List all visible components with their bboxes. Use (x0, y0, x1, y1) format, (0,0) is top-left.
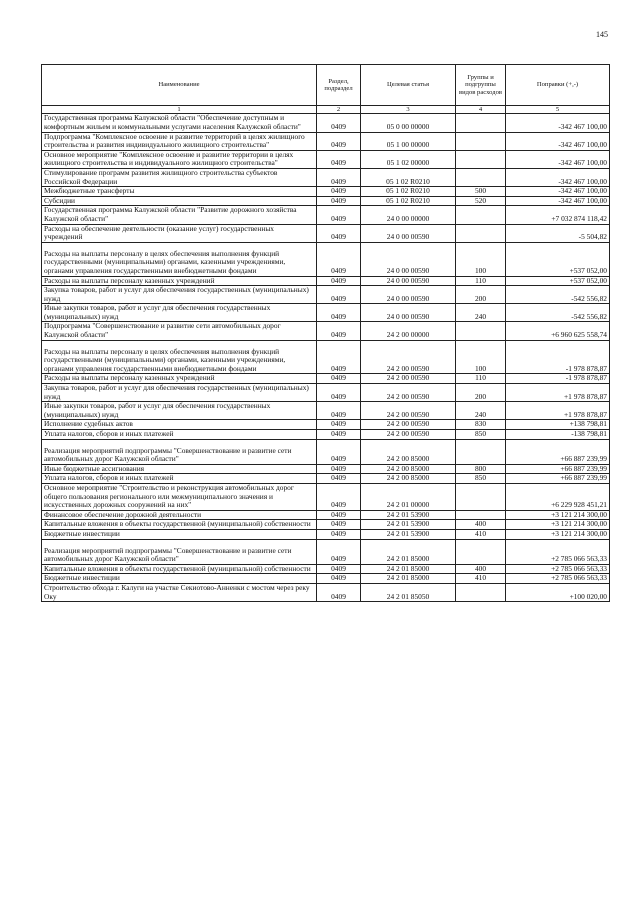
row-section: 0409 (317, 510, 361, 520)
row-target-code: 24 0 00 00590 (361, 286, 456, 304)
row-name: Основное мероприятие "Комплексное освоение и развитие территории в целях жилищного строительства и индивидуального жилищного строительства" (42, 150, 317, 168)
table-row (42, 384, 610, 402)
column-number: 4 (456, 106, 506, 114)
row-target-code: 24 2 00 00590 (361, 374, 456, 384)
header-group: Группы и подгруппы видов расходов (456, 65, 506, 106)
row-target-code: 24 2 01 53900 (361, 520, 456, 530)
row-expense-group: 850 (456, 474, 506, 484)
row-amount: +2 785 066 563,33 (506, 539, 610, 564)
row-expense-group: 410 (456, 529, 506, 539)
column-number: 5 (506, 106, 610, 114)
header-amount: Поправки (+,-) (506, 65, 610, 106)
row-expense-group: 240 (456, 402, 506, 420)
row-name: Иные закупки товаров, работ и услуг для обеспечения государственных (муниципальных) нужд (42, 304, 317, 322)
row-name: Субсидии (42, 196, 317, 206)
row-section: 0409 (317, 206, 361, 224)
table-row (42, 430, 610, 440)
table-row (42, 206, 610, 224)
column-number: 1 (42, 106, 317, 114)
row-expense-group (456, 206, 506, 224)
row-target-code: 24 0 00 00590 (361, 304, 456, 322)
table-row (42, 114, 610, 132)
table-row (42, 564, 610, 574)
table-row (42, 539, 610, 564)
column-number: 3 (361, 106, 456, 114)
row-amount: +537 052,00 (506, 276, 610, 286)
row-expense-group: 520 (456, 196, 506, 206)
row-target-code: 24 2 00 00590 (361, 340, 456, 374)
table-row (42, 187, 610, 197)
row-name: Иные закупки товаров, работ и услуг для обеспечения государственных (муниципальных) нужд (42, 402, 317, 420)
row-amount: -342 467 100,00 (506, 196, 610, 206)
row-target-code: 24 2 01 53900 (361, 510, 456, 520)
table-row (42, 242, 610, 276)
row-name: Подпрограмма "Совершенствование и развитие сети автомобильных дорог Калужской области" (42, 322, 317, 340)
row-section: 0409 (317, 464, 361, 474)
row-expense-group (456, 132, 506, 150)
row-target-code: 05 1 02 00000 (361, 150, 456, 168)
row-section: 0409 (317, 402, 361, 420)
row-target-code: 24 0 00 00000 (361, 206, 456, 224)
header-target: Целевая статья (361, 65, 456, 106)
row-target-code: 05 1 02 R0210 (361, 187, 456, 197)
row-expense-group: 200 (456, 384, 506, 402)
row-target-code: 24 0 00 00590 (361, 242, 456, 276)
row-section: 0409 (317, 374, 361, 384)
row-name: Стимулирование программ развития жилищного строительства субъектов Российской Федерации (42, 168, 317, 186)
page-number: 145 (596, 30, 608, 39)
row-section: 0409 (317, 114, 361, 132)
row-name: Иные бюджетные ассигнования (42, 464, 317, 474)
row-amount: -542 556,82 (506, 304, 610, 322)
table-row (42, 402, 610, 420)
row-expense-group: 100 (456, 242, 506, 276)
table-row (42, 439, 610, 464)
row-target-code: 24 2 01 85000 (361, 564, 456, 574)
row-name: Бюджетные инвестиции (42, 529, 317, 539)
table-row (42, 168, 610, 186)
row-expense-group: 400 (456, 564, 506, 574)
row-name: Расходы на выплаты персоналу казенных учреждений (42, 374, 317, 384)
row-section: 0409 (317, 520, 361, 530)
row-section: 0409 (317, 583, 361, 601)
row-section: 0409 (317, 276, 361, 286)
row-name: Реализация мероприятий подпрограммы "Совершенствование и развитие сети автомобильных дорог Калужской области" (42, 539, 317, 564)
row-target-code: 24 2 01 85000 (361, 539, 456, 564)
row-target-code: 24 0 00 00590 (361, 276, 456, 286)
row-expense-group (456, 583, 506, 601)
row-amount: -138 798,81 (506, 430, 610, 440)
row-target-code: 05 1 00 00000 (361, 132, 456, 150)
table-row (42, 150, 610, 168)
row-section: 0409 (317, 340, 361, 374)
row-amount: -342 467 100,00 (506, 168, 610, 186)
row-amount: -342 467 100,00 (506, 187, 610, 197)
row-name: Закупка товаров, работ и услуг для обеспечения государственных (муниципальных) нужд (42, 384, 317, 402)
row-amount: +66 887 239,99 (506, 439, 610, 464)
row-name: Уплата налогов, сборов и иных платежей (42, 474, 317, 484)
row-target-code: 24 2 00 00590 (361, 430, 456, 440)
table-row (42, 574, 610, 584)
table-row (42, 583, 610, 601)
row-expense-group: 410 (456, 574, 506, 584)
row-expense-group (456, 168, 506, 186)
row-expense-group (456, 483, 506, 510)
row-section: 0409 (317, 150, 361, 168)
row-section: 0409 (317, 384, 361, 402)
table-row (42, 224, 610, 242)
row-name: Расходы на обеспечение деятельности (оказание услуг) государственных учреждений (42, 224, 317, 242)
row-target-code: 24 0 00 00590 (361, 224, 456, 242)
row-name: Государственная программа Калужской области "Обеспечение доступным и комфортным жильем и коммунальными услугами населения Калужской области" (42, 114, 317, 132)
table-row (42, 286, 610, 304)
row-amount: +138 798,81 (506, 420, 610, 430)
row-expense-group: 850 (456, 430, 506, 440)
row-expense-group: 400 (456, 520, 506, 530)
row-amount: +66 887 239,99 (506, 474, 610, 484)
row-amount: +1 978 878,87 (506, 384, 610, 402)
row-amount: +7 032 874 118,42 (506, 206, 610, 224)
table-row (42, 340, 610, 374)
row-name: Финансовое обеспечение дорожной деятельности (42, 510, 317, 520)
row-expense-group: 100 (456, 340, 506, 374)
row-expense-group: 240 (456, 304, 506, 322)
row-name: Уплата налогов, сборов и иных платежей (42, 430, 317, 440)
row-section: 0409 (317, 483, 361, 510)
row-name: Основное мероприятие "Строительство и реконструкция автомобильных дорог общего пользования регионального или межмуниципального значения и искусственных дорожных сооружений на них" (42, 483, 317, 510)
row-name: Капитальные вложения в объекты государственной (муниципальной) собственности (42, 520, 317, 530)
row-target-code: 05 0 00 00000 (361, 114, 456, 132)
row-section: 0409 (317, 196, 361, 206)
row-name: Исполнение судебных актов (42, 420, 317, 430)
row-section: 0409 (317, 242, 361, 276)
row-amount: +3 121 214 300,00 (506, 520, 610, 530)
row-amount: -342 467 100,00 (506, 132, 610, 150)
row-amount: -342 467 100,00 (506, 114, 610, 132)
row-section: 0409 (317, 187, 361, 197)
row-section: 0409 (317, 439, 361, 464)
table-header-row (42, 65, 610, 106)
row-expense-group: 800 (456, 464, 506, 474)
table-row (42, 322, 610, 340)
row-expense-group: 110 (456, 276, 506, 286)
row-name: Межбюджетные трансферты (42, 187, 317, 197)
row-section: 0409 (317, 304, 361, 322)
row-expense-group (456, 539, 506, 564)
row-target-code: 24 2 01 53900 (361, 529, 456, 539)
row-section: 0409 (317, 224, 361, 242)
row-target-code: 24 2 00 00000 (361, 322, 456, 340)
row-amount: -5 504,82 (506, 224, 610, 242)
row-amount: -342 467 100,00 (506, 150, 610, 168)
row-target-code: 24 2 00 00590 (361, 384, 456, 402)
row-target-code: 24 2 01 00000 (361, 483, 456, 510)
row-amount: +100 020,00 (506, 583, 610, 601)
row-amount: +66 887 239,99 (506, 464, 610, 474)
row-section: 0409 (317, 286, 361, 304)
row-target-code: 24 2 00 85000 (361, 474, 456, 484)
row-name: Капитальные вложения в объекты государственной (муниципальной) собственности (42, 564, 317, 574)
row-amount: +3 121 214 300,00 (506, 529, 610, 539)
row-amount: +2 785 066 563,33 (506, 564, 610, 574)
table-row (42, 529, 610, 539)
row-amount: -1 978 878,87 (506, 340, 610, 374)
row-section: 0409 (317, 474, 361, 484)
row-section: 0409 (317, 132, 361, 150)
header-name: Наименование (42, 65, 317, 106)
row-section: 0409 (317, 430, 361, 440)
row-section: 0409 (317, 420, 361, 430)
row-name: Бюджетные инвестиции (42, 574, 317, 584)
row-section: 0409 (317, 529, 361, 539)
row-name: Строительство обхода г. Калуги на участке Секиотово-Анненки с мостом через реку Оку (42, 583, 317, 601)
row-target-code: 24 2 00 00590 (361, 420, 456, 430)
row-section: 0409 (317, 168, 361, 186)
row-amount: -1 978 878,87 (506, 374, 610, 384)
row-expense-group (456, 114, 506, 132)
table-body (42, 114, 610, 602)
row-amount: +6 960 625 558,74 (506, 322, 610, 340)
table-row (42, 132, 610, 150)
row-amount: +537 052,00 (506, 242, 610, 276)
row-expense-group: 200 (456, 286, 506, 304)
row-target-code: 24 2 00 00590 (361, 402, 456, 420)
row-name: Подпрограмма "Комплексное освоение и развитие территорий в целях жилищного строительства и развития индивидуального жилищного строительства" (42, 132, 317, 150)
row-expense-group (456, 439, 506, 464)
table-row (42, 520, 610, 530)
row-target-code: 24 2 00 85000 (361, 439, 456, 464)
row-expense-group (456, 224, 506, 242)
row-section: 0409 (317, 539, 361, 564)
row-name: Расходы на выплаты персоналу казенных учреждений (42, 276, 317, 286)
header-section: Раздел, подраздел (317, 65, 361, 106)
row-expense-group (456, 322, 506, 340)
row-name: Реализация мероприятий подпрограммы "Совершенствование и развитие сети автомобильных дорог Калужской области" (42, 439, 317, 464)
row-name: Государственная программа Калужской области "Развитие дорожного хозяйства Калужской области" (42, 206, 317, 224)
row-expense-group (456, 150, 506, 168)
table-row (42, 483, 610, 510)
row-name: Расходы на выплаты персоналу в целях обеспечения выполнения функций государственными (муниципальными) органами, казенными учреждениями, органами управления государственными внебюджетными фондами (42, 340, 317, 374)
row-section: 0409 (317, 322, 361, 340)
row-name: Закупка товаров, работ и услуг для обеспечения государственных (муниципальных) нужд (42, 286, 317, 304)
row-target-code: 05 1 02 R0210 (361, 196, 456, 206)
row-expense-group: 500 (456, 187, 506, 197)
row-target-code: 24 2 01 85050 (361, 583, 456, 601)
budget-amendments-table (41, 64, 610, 602)
row-amount: +2 785 066 563,33 (506, 574, 610, 584)
row-amount: +1 978 878,87 (506, 402, 610, 420)
row-target-code: 24 2 00 85000 (361, 464, 456, 474)
row-expense-group: 830 (456, 420, 506, 430)
row-amount: +3 121 214 300,00 (506, 510, 610, 520)
row-name: Расходы на выплаты персоналу в целях обеспечения выполнения функций государственными (муниципальными) органами, казенными учреждениями, органами управления государственными внебюджетными фондами (42, 242, 317, 276)
column-number: 2 (317, 106, 361, 114)
row-section: 0409 (317, 564, 361, 574)
table-row (42, 304, 610, 322)
row-amount: +6 229 928 451,21 (506, 483, 610, 510)
row-target-code: 05 1 02 R0210 (361, 168, 456, 186)
row-target-code: 24 2 01 85000 (361, 574, 456, 584)
row-amount: -542 556,82 (506, 286, 610, 304)
row-section: 0409 (317, 574, 361, 584)
row-expense-group: 110 (456, 374, 506, 384)
